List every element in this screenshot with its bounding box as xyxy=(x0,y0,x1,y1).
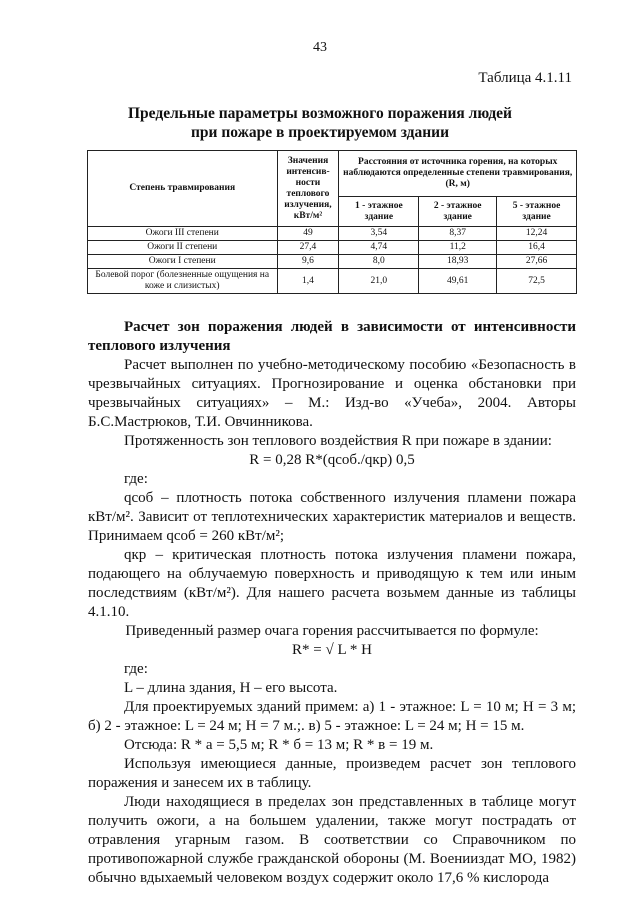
row-c1: 3,54 xyxy=(339,227,419,241)
paragraph-calc: Используя имеющиеся данные, произведем расчет зон теплового поражения и занесем их в таблицу. xyxy=(88,756,576,791)
paragraph-people: Люди находящиеся в пределах зон представленных в таблице могут получить ожоги, а на большем удалении, также могут пострадать от отравления угарным газом. В соответствии со Справочником по противопожарной службе гражданской обороны (М. Военииздат МО, 1982) обычно вдыхаемый человеком воздух содержит около 17,6 % кислорода xyxy=(88,794,576,886)
row-c1: 4,74 xyxy=(339,241,419,255)
where-label-1: где: xyxy=(124,471,148,487)
row-name: Ожоги I степени xyxy=(88,255,278,269)
paragraph-qsob: qсоб – плотность потока собственного излучения пламени пожара кВт/м². Зависит от теплотехнических характеристик материалов и веществ. Принимаем qсоб = 260 кВт/м²; xyxy=(88,490,576,544)
paragraph-reduced-size: Приведенный размер очага горения рассчитывается по формуле: xyxy=(125,623,539,639)
row-c2: 11,2 xyxy=(419,241,497,255)
paragraph-zone-extent: Протяженность зон теплового воздействия R при пожаре в здании: xyxy=(124,433,552,449)
row-name: Ожоги II степени xyxy=(88,241,278,255)
row-name: Ожоги III степени xyxy=(88,227,278,241)
row-intensity: 27,4 xyxy=(277,241,339,255)
row-intensity: 49 xyxy=(277,227,339,241)
injury-parameters-table xyxy=(87,150,577,294)
formula-r-star: R* = √ L * H xyxy=(292,642,372,658)
row-c3: 12,24 xyxy=(497,227,577,241)
paragraph-buildings: Для проектируемых зданий примем: а) 1 - этажное: L = 10 м; H = 3 м; б) 2 - этажное: L = 24 м; H = 7 м.;. в) 5 - этажное: L = 24 м; H = 15 м. xyxy=(88,699,576,734)
table-row xyxy=(88,227,577,241)
row-c1: 21,0 xyxy=(339,269,419,294)
table-row xyxy=(88,255,577,269)
header-2-storey: 2 - этажное здание xyxy=(419,197,497,227)
section-heading: Расчет зон поражения людей в зависимости от интенсивности теплового излучения xyxy=(88,319,576,354)
row-c2: 8,37 xyxy=(419,227,497,241)
row-intensity: 9,6 xyxy=(277,255,339,269)
row-c3: 27,66 xyxy=(497,255,577,269)
table-title-line1: Предельные параметры возможного поражения людей xyxy=(128,105,512,122)
page-number: 43 xyxy=(313,40,327,55)
paragraph-l-h: L – длина здания, H – его высота. xyxy=(124,680,338,696)
table-row xyxy=(88,241,577,255)
table-label: Таблица 4.1.11 xyxy=(478,70,572,86)
table-row xyxy=(88,269,577,294)
header-intensity: Значения интенсив-ности теплового излучения, кВт/м² xyxy=(277,151,339,227)
table-title xyxy=(60,104,580,142)
row-c1: 8,0 xyxy=(339,255,419,269)
formula-r: R = 0,28 R*(qсоб./qкр) 0,5 xyxy=(249,452,415,468)
paragraph-results: Отсюда: R * а = 5,5 м; R * б = 13 м; R * в = 19 м. xyxy=(124,737,434,753)
header-5-storey: 5 - этажное здание xyxy=(497,197,577,227)
paragraph-qkr: qкр – критическая плотность потока излучения пламени пожара, подающего на облучаемую поверхность и приводящую к тем или иным последствиям (кВт/м²). Для нашего расчета возьмем данные из таблицы 4.1.10. xyxy=(88,547,576,620)
row-c2: 18,93 xyxy=(419,255,497,269)
paragraph-source: Расчет выполнен по учебно-методическому пособию «Безопасность в чрезвычайных ситуациях. Прогнозирование и оценка обстановки при чрезвычайных ситуациях» – М.: Изд-во «Учеба», 2004. Авторы Б.С.Мастрюков, Т.И. Овчинникова. xyxy=(88,357,576,430)
row-c2: 49,61 xyxy=(419,269,497,294)
body-text xyxy=(88,318,576,888)
table-title-line2: при пожаре в проектируемом здании xyxy=(190,124,450,141)
header-distance: Расстояния от источника горения, на которых наблюдаются определенные степени травмирования, (R, м) xyxy=(339,151,577,197)
row-c3: 16,4 xyxy=(497,241,577,255)
row-intensity: 1,4 xyxy=(277,269,339,294)
where-label-2: где: xyxy=(124,661,148,677)
header-degree: Степень травмирования xyxy=(88,151,278,227)
row-name: Болевой порог (болезненные ощущения на коже и слизистых) xyxy=(88,269,278,294)
header-1-storey: 1 - этажное здание xyxy=(339,197,419,227)
row-c3: 72,5 xyxy=(497,269,577,294)
